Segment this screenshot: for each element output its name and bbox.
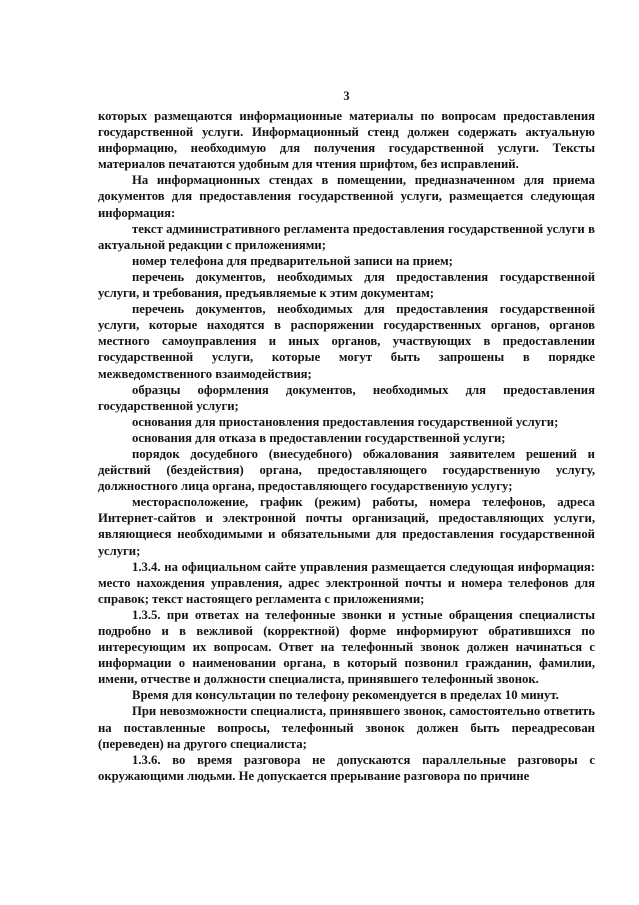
paragraph-7: образцы оформления документов, необходимых для предоставления государственной услуги; [98,382,595,413]
paragraph-11: месторасположение, график (режим) работы, номера телефонов, адреса Интернет-сайтов и электронной почты организаций, предоставляющих услуги, являющиеся необходимыми и обязательными для предоставления государственной услуги; [98,495,595,558]
paragraph-14: Время для консультации по телефону рекомендуется в пределах 10 минут. [132,688,559,703]
paragraph-4: номер телефона для предварительной записи на прием; [132,253,453,268]
paragraph-9: основания для отказа в предоставлении государственной услуги; [132,430,506,445]
paragraph-15: При невозможности специалиста, принявшего звонок, самостоятельно ответить на поставленные вопросы, телефонный звонок должен быть переадресован (переведен) на другого специалиста; [98,704,595,751]
paragraph-2: На информационных стендах в помещении, предназначенном для приема документов для предоставления государственной услуги, размещается следующая информация: [98,173,595,220]
paragraph-10: порядок досудебного (внесудебного) обжалования заявителем решений и действий (бездействия) органа, предоставляющего государственную услугу, должностного лица органа, предоставляющего государственную услугу; [98,446,595,494]
page-number: 3 [343,89,350,103]
paragraph-12: 1.3.4. на официальном сайте управления размещается следующая информация: место нахождения управления, адрес электронной почты и номера телефонов для справок; текст настоящего регламента с приложениями; [98,559,595,606]
paragraph-16: 1.3.6. во время разговора не допускаются параллельные разговоры с окружающими людьми. Не допускается прерывание разговора по причине [98,752,595,783]
paragraph-6: перечень документов, необходимых для предоставления государственной услуги, которые находятся в распоряжении государственных органов, органов местного самоуправления и иных органов, участвующих в предоставлении государственной услуги, которые могут быть запрошены в порядке межведомственного взаимодействия; [98,302,595,381]
paragraph-3: текст административного регламента предоставления государственной услуги в актуальной редакции с приложениями; [98,221,595,252]
paragraph-5: перечень документов, необходимых для предоставления государственной услуги, и требования, предъявляемые к этим документам; [98,269,595,301]
document-body [98,108,595,784]
paragraph-8: основания для приостановления предоставления государственной услуги; [132,414,559,429]
paragraph-1: которых размещаются информационные материалы по вопросам предоставления государственной услуги. Информационный стенд должен содержать актуальную информацию, необходимую для получения государственной услуги. Тексты материалов печатаются удобным для чтения шрифтом, без исправлений. [98,109,595,172]
paragraph-13: 1.3.5. при ответах на телефонные звонки и устные обращения специалисты подробно и в вежливой (корректной) форме информируют обратившихся по интересующим их вопросам. Ответ на телефонный звонок должен начинаться с информации о наименовании органа, в который позвонил гражданин, фамилии, имени, отчестве и должности специалиста, принявшего телефонный звонок. [98,607,595,687]
